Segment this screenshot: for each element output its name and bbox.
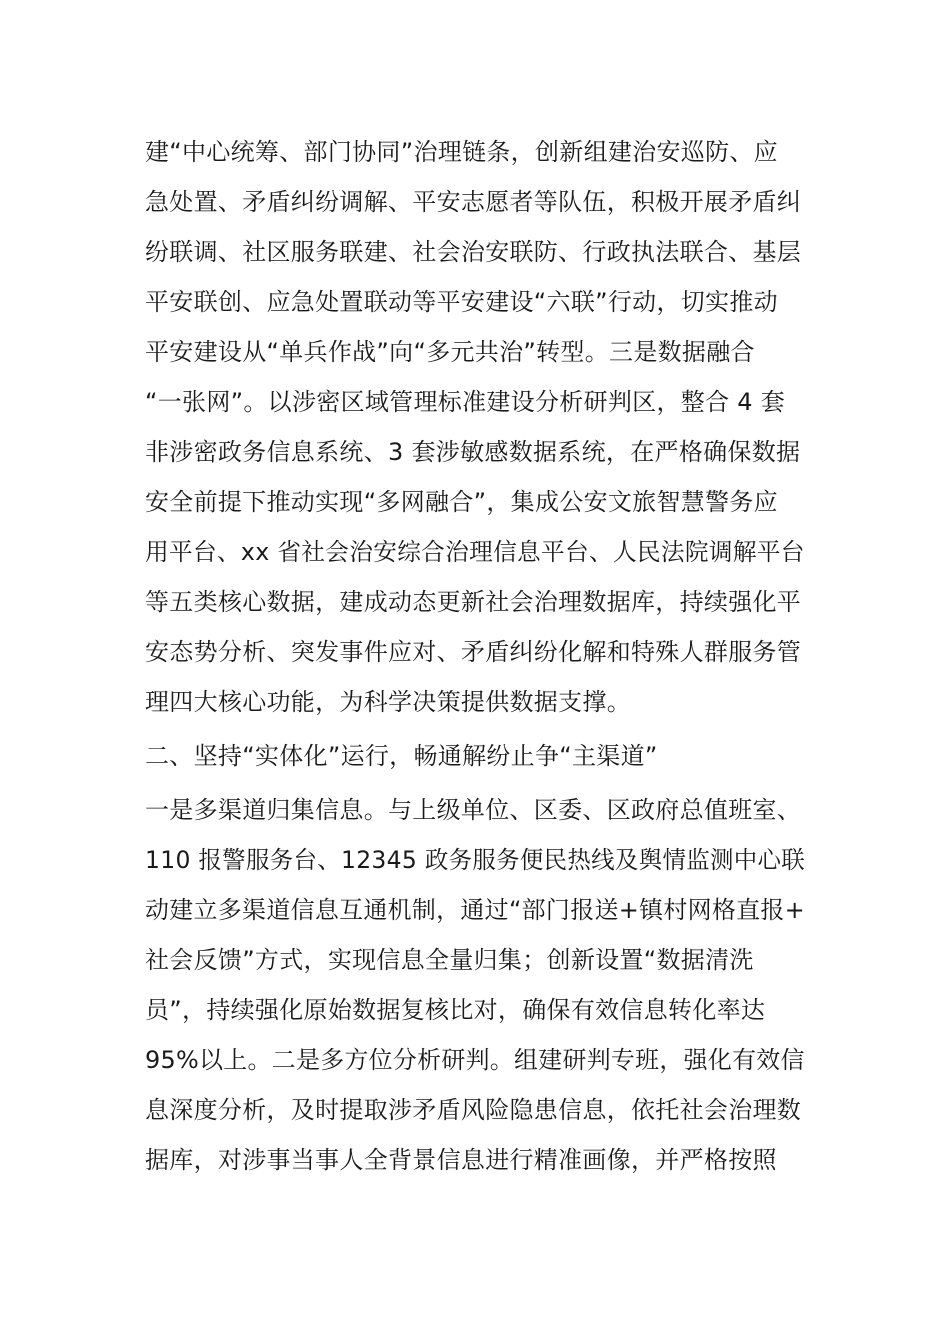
text-line: 纷联调、社区服务联建、社会治安联防、行政执法联合、基层 [145, 238, 802, 266]
text-line: 理四大核心功能，为科学决策提供数据支撑。 [145, 688, 631, 716]
text-line: 动建立多渠道信息互通机制，通过“部门报送+镇村网格直报+ [145, 896, 806, 924]
text-line: 110 报警服务台、12345 政务服务便民热线及舆情监测中心联 [145, 846, 806, 874]
text-line: 非涉密政务信息系统、3 套涉敏感数据系统，在严格确保数据 [145, 438, 801, 466]
text-line: 据库，对涉事当事人全背景信息进行精准画像，并严格按照 [145, 1146, 777, 1174]
text-line: 息深度分析，及时提取涉矛盾风险隐患信息，依托社会治理数 [145, 1096, 802, 1124]
text-line: 建“中心统筹、部门协同”治理链条，创新组建治安巡防、应 [145, 138, 778, 166]
text-line: 员”，持续强化原始数据复核比对，确保有效信息转化率达 [145, 996, 766, 1024]
text-line: 用平台、xx 省社会治安综合治理信息平台、人民法院调解平台 [145, 538, 805, 566]
text-line: 平安联创、应急处置联动等平安建设“六联”行动，切实推动 [145, 288, 778, 316]
section-heading: 二、坚持“实体化”运行，畅通解纷止争“主渠道” [145, 742, 658, 770]
text-line: 安全前提下推动实现“多网融合”，集成公安文旅智慧警务应 [145, 488, 778, 516]
text-line: 安态势分析、突发事件应对、矛盾纠纷化解和特殊人群服务管 [145, 638, 802, 666]
text-line: 急处置、矛盾纠纷调解、平安志愿者等队伍，积极开展矛盾纠 [145, 188, 802, 216]
text-line: 社会反馈”方式，实现信息全量归集；创新设置“数据清洗 [145, 946, 754, 974]
text-line: “一张网”。以涉密区域管理标准建设分析研判区，整合 4 套 [145, 388, 786, 416]
text-line: 平安建设从“单兵作战”向“多元共治”转型。三是数据融合 [145, 338, 755, 366]
text-line: 95%以上。二是多方位分析研判。组建研判专班，强化有效信 [145, 1046, 805, 1074]
text-line: 一是多渠道归集信息。与上级单位、区委、区政府总值班室、 [145, 796, 802, 824]
text-line: 等五类核心数据，建成动态更新社会治理数据库，持续强化平 [145, 588, 802, 616]
